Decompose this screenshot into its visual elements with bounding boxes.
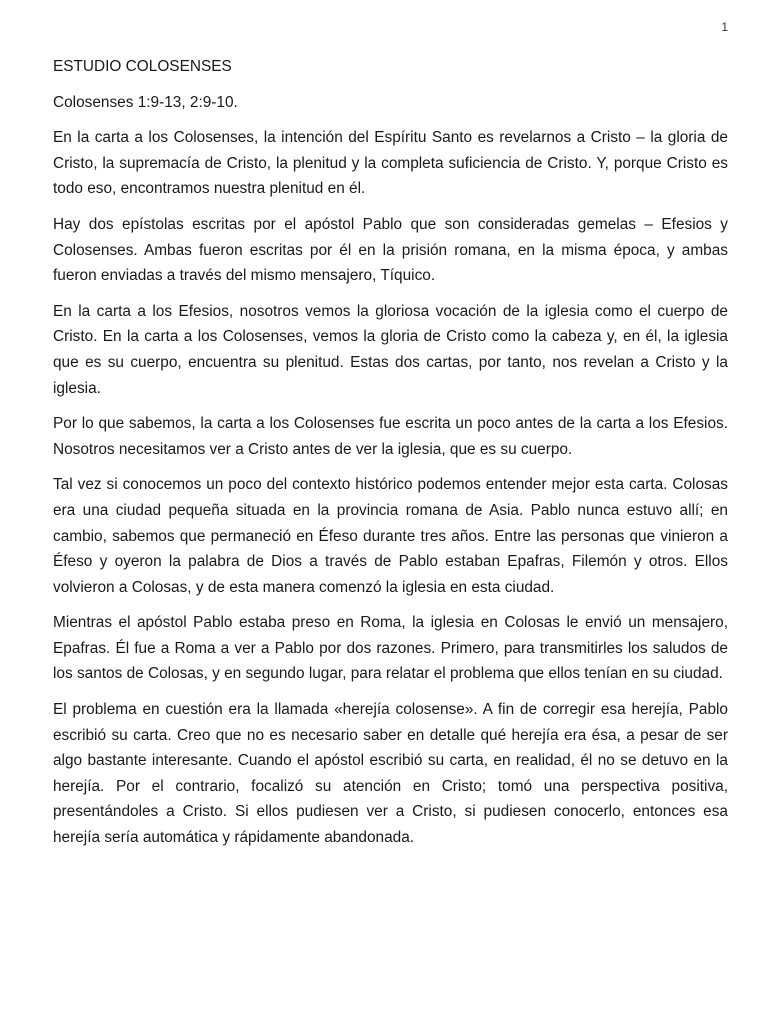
paragraph-6: Mientras el apóstol Pablo estaba preso en Roma, la iglesia en Colosas le envió un mensajero, Epafras. Él fue a Roma a ver a Pablo por dos razones. Primero, para transmitirles los saludos de los santos de Colosas, y en segundo lugar, para relatar el problema que ellos tenían en su ciudad. (53, 614, 728, 683)
scripture-reference: Colosenses 1:9-13, 2:9-10. (53, 93, 238, 111)
paragraph-7: El problema en cuestión era la llamada «herejía colosense». A fin de corregir esa herejía, Pablo escribió su carta. Creo que no es necesario saber en detalle qué herejía era ésa, a pesar de ser algo bastante interesante. Cuando el apóstol escribió su carta, en realidad, él no se detuvo en la herejía. Por el contrario, focalizó su atención en Cristo; tomó una perspectiva positiva, presentándoles a Cristo. Si ellos pudiesen ver a Cristo, si pudiesen conocerlo, entonces esa herejía sería automática y rápidamente abandonada. (53, 701, 728, 847)
paragraph-3: En la carta a los Efesios, nosotros vemos la gloriosa vocación de la iglesia como el cuerpo de Cristo. En la carta a los Colosenses, vemos la gloria de Cristo como la cabeza y, en él, la iglesia que es su cuerpo, encuentra su plenitud. Estas dos cartas, por tanto, nos revelan a Cristo y la iglesia. (53, 302, 728, 397)
paragraph-2: Hay dos epístolas escritas por el apóstol Pablo que son consideradas gemelas – Efesios y Colosenses. Ambas fueron escritas por él en la prisión romana, en la misma época, y ambas fueron enviadas a través del mismo mensajero, Tíquico. (53, 215, 728, 285)
page-number: 1 (721, 20, 728, 34)
paragraph-5: Tal vez si conocemos un poco del contexto histórico podemos entender mejor esta carta. Colosas era una ciudad pequeña situada en la provincia romana de Asia. Pablo nunca estuvo allí; en cambio, sabemos que permaneció en Éfeso durante tres años. Entre las personas que vinieron a Éfeso y oyeron la palabra de Dios a través de Pablo estaban Epafras, Filemón y otros. Ellos volvieron a Colosas, y de esta manera comenzó la iglesia en esta ciudad. (53, 476, 728, 596)
document-body (53, 54, 728, 861)
paragraph-1: En la carta a los Colosenses, la intención del Espíritu Santo es revelarnos a Cristo – la gloria de Cristo, la supremacía de Cristo, la plenitud y la completa suficiencia de Cristo. Y, porque Cristo es todo eso, encontramos nuestra plenitud en él. (53, 129, 728, 198)
document-title: ESTUDIO COLOSENSES (53, 58, 232, 75)
paragraph-4: Por lo que sabemos, la carta a los Colosenses fue escrita un poco antes de la carta a los Efesios. Nosotros necesitamos ver a Cristo antes de ver la iglesia, que es su cuerpo. (53, 415, 728, 458)
